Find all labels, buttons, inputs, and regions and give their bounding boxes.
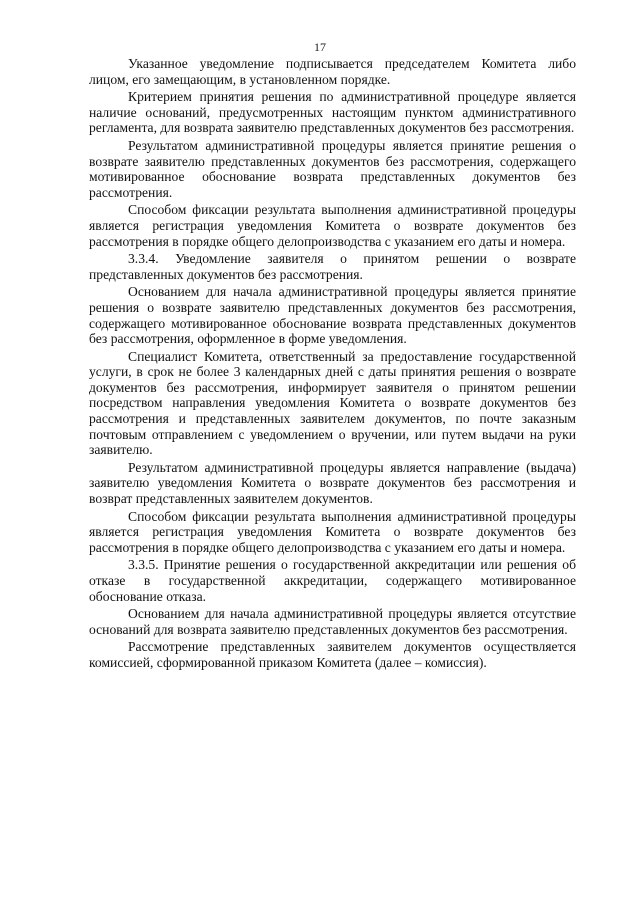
- page-number: 17: [314, 40, 326, 54]
- paragraph: Способом фиксации результата выполнения административной процедуры является регистрация уведомления Комитета о возврате документов без рассмотрения в порядке общего делопроизводства с указанием его даты и номера.: [89, 508, 576, 555]
- paragraph: Специалист Комитета, ответственный за предоставление государственной услуги, в срок не более 3 календарных дней с даты принятия решения о возврате документов без рассмотрения, информирует заявителя о принятом решении посредством направления уведомления Комитета о возврате документов без рассмотрения и представленных заявителем документов, по почте заказным почтовым отправлением с уведомлением о вручении, или путем выдачи на руки заявителю.: [89, 348, 576, 458]
- paragraph: Указанное уведомление подписывается председателем Комитета либо лицом, его замещающим, в установленном порядке.: [89, 56, 576, 87]
- section-heading-3-3-4: 3.3.4. Уведомление заявителя о принятом решении о возврате представленных документов без рассмотрения.: [89, 251, 576, 282]
- document-body: [89, 56, 576, 673]
- paragraph: Критерием принятия решения по административной процедуре является наличие оснований, предусмотренных настоящим пунктом административного регламента, для возврата заявителю представленных документов без рассмотрения.: [89, 89, 576, 136]
- paragraph: Основанием для начала административной процедуры является отсутствие оснований для возврата заявителю представленных документов без рассмотрения.: [89, 606, 576, 637]
- paragraph: Рассмотрение представленных заявителем документов осуществляется комиссией, сформированной приказом Комитета (далее – комиссия).: [89, 639, 576, 670]
- paragraph: Результатом административной процедуры является направление (выдача) заявителю уведомления Комитета о возврате документов без рассмотрения и возврат представленных заявителем документов.: [89, 459, 576, 507]
- paragraph: Основанием для начала административной процедуры является принятие решения о возврате заявителю представленных документов без рассмотрения, содержащего мотивированное обоснование возврата представленных документов без рассмотрения, оформленное в форме уведомления.: [89, 284, 576, 347]
- paragraph: Результатом административной процедуры является принятие решения о возврате заявителю представленных документов без рассмотрения, содержащего мотивированное обоснование возврата представленных документов без рассмотрения.: [89, 137, 576, 200]
- paragraph: Способом фиксации результата выполнения административной процедуры является регистрация уведомления Комитета о возврате документов без рассмотрения в порядке общего делопроизводства с указанием его даты и номера.: [89, 202, 576, 249]
- section-heading-3-3-5: 3.3.5. Принятие решения о государственной аккредитации или решения об отказе в государственной аккредитации, содержащего мотивированное обоснование отказа.: [89, 557, 576, 604]
